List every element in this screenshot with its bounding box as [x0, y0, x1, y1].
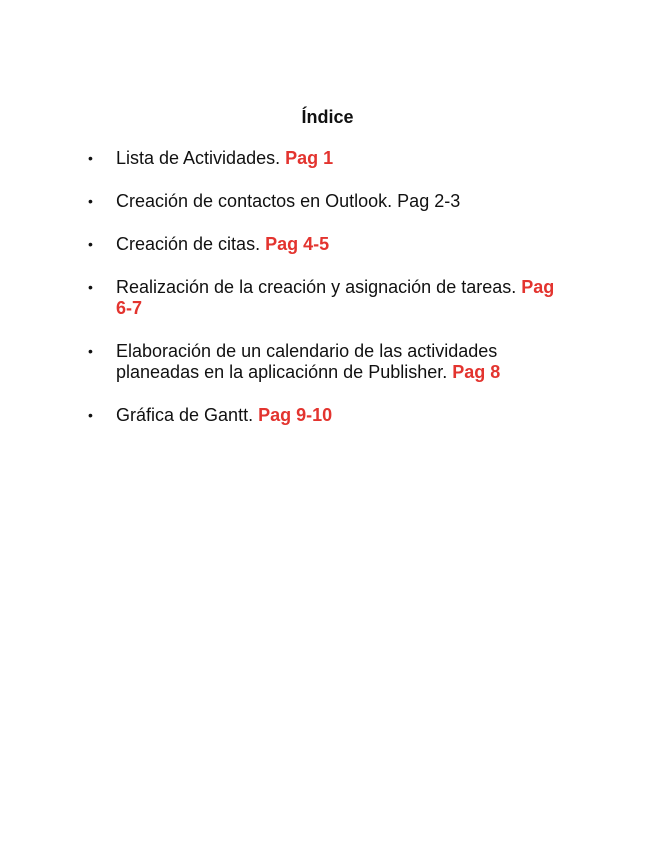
index-list: [88, 148, 568, 448]
page-reference: Pag 4-5: [265, 234, 330, 254]
list-item: [88, 277, 568, 319]
item-text: Lista de Actividades.: [116, 148, 286, 168]
bullet-icon: •: [88, 279, 93, 295]
item-text: Creación de citas.: [116, 234, 266, 254]
page-reference: Pag 2-3: [397, 191, 461, 211]
bullet-icon: •: [88, 407, 93, 423]
bullet-icon: •: [88, 193, 93, 209]
list-item: [88, 191, 568, 212]
page-reference: Pag 9-10: [258, 405, 333, 425]
item-text: Realización de la creación y asignación de tareas.: [116, 277, 522, 297]
page-reference: Pag 8: [452, 362, 501, 382]
item-text: Gráfica de Gantt.: [116, 405, 259, 425]
list-item: [88, 405, 568, 426]
list-item: [88, 234, 568, 255]
index-title: Índice: [301, 107, 354, 127]
page-reference: Pag 1: [285, 148, 334, 168]
list-item: [88, 341, 568, 383]
item-text: Creación de contactos en Outlook.: [116, 191, 398, 211]
list-item: [88, 148, 568, 169]
bullet-icon: •: [88, 236, 93, 252]
bullet-icon: •: [88, 343, 93, 359]
item-text: Elaboración de un calendario de las actividades planeadas en la aplicaciónn de Publisher.: [116, 341, 498, 382]
bullet-icon: •: [88, 150, 93, 166]
page-reference: Pag 6-7: [116, 277, 555, 318]
